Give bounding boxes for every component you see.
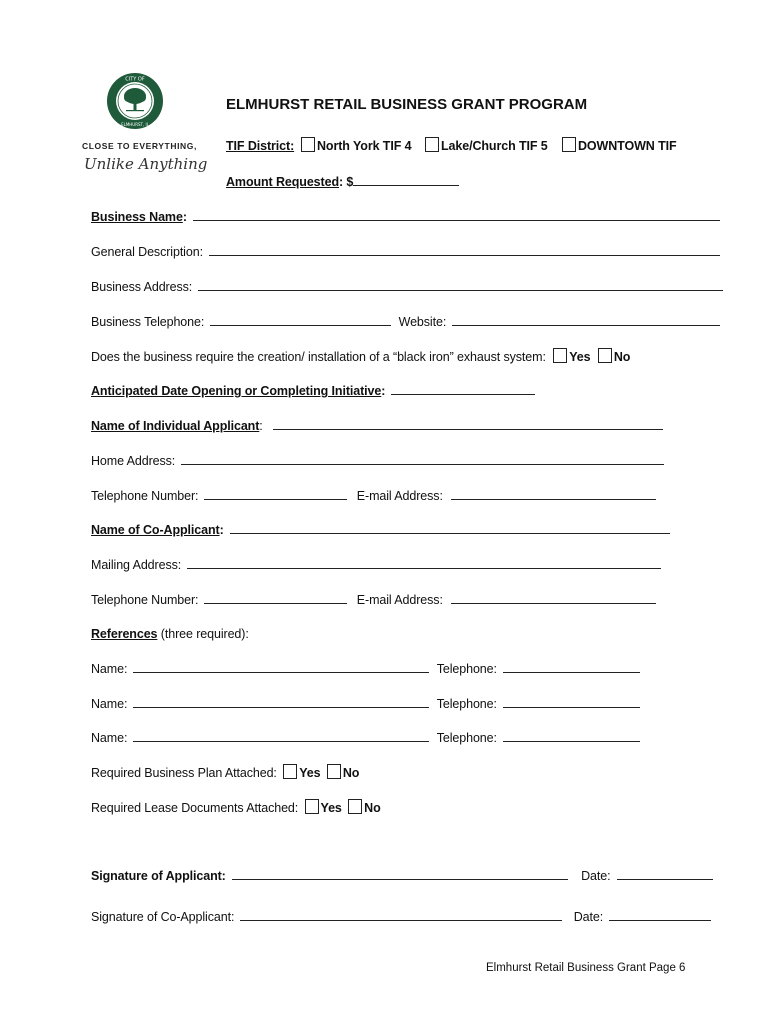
anticipated-date-row: Anticipated Date Opening or Completing Initiative:	[91, 383, 535, 398]
tif-district-label: TIF District:	[226, 139, 295, 153]
anticipated-date-field[interactable]	[391, 383, 535, 395]
applicant-telephone-field[interactable]	[204, 488, 347, 500]
signature-applicant-field[interactable]	[232, 868, 568, 880]
exhaust-yes-label: Yes	[569, 350, 591, 364]
business-plan-no-label: No	[342, 766, 360, 780]
signature-applicant-row	[91, 868, 713, 883]
exhaust-no-checkbox[interactable]	[598, 348, 612, 363]
general-description-label: General Description:	[91, 245, 203, 259]
applicant-email-field[interactable]	[451, 488, 656, 500]
tif-option-downtown[interactable]	[562, 137, 677, 153]
reference-telephone-label: Telephone:	[436, 662, 497, 676]
telephone-number-label: Telephone Number:	[91, 593, 199, 607]
references-note: (three required):	[160, 627, 249, 641]
website-label: Website:	[398, 315, 447, 329]
tif-option-label: Lake/Church TIF 5	[441, 139, 548, 153]
amount-prefix: : $	[339, 175, 354, 189]
tif-option-lake-church[interactable]	[425, 137, 548, 153]
tagline-unlike-anything: Unlike Anything	[84, 155, 208, 173]
general-description-field[interactable]	[209, 244, 720, 256]
amount-requested-row	[226, 174, 459, 189]
seal-text-bottom: ELMHURST, IL	[121, 122, 149, 127]
exhaust-question-label: Does the business require the creation/ installation of a “black iron” exhaust system:	[91, 350, 546, 364]
exhaust-no-label: No	[613, 350, 631, 364]
co-applicant-telephone-field[interactable]	[204, 592, 347, 604]
lease-documents-yes-checkbox[interactable]	[305, 799, 319, 814]
exhaust-question-row	[91, 348, 630, 364]
business-telephone-row	[91, 314, 720, 329]
reference-telephone-label: Telephone:	[436, 697, 497, 711]
checkbox-icon[interactable]	[562, 137, 576, 152]
anticipated-date-label: Anticipated Date Opening or Completing Initiative	[91, 384, 382, 398]
telephone-number-label: Telephone Number:	[91, 489, 199, 503]
home-address-field[interactable]	[181, 453, 664, 465]
email-address-label: E-mail Address:	[356, 593, 443, 607]
home-address-row	[91, 453, 664, 468]
business-telephone-field[interactable]	[210, 314, 391, 326]
website-field[interactable]	[452, 314, 720, 326]
tif-option-label: North York TIF 4	[317, 139, 412, 153]
lease-documents-yes-label: Yes	[320, 801, 342, 815]
reference-row	[91, 661, 640, 676]
business-address-label: Business Address:	[91, 280, 193, 294]
business-plan-yes-checkbox[interactable]	[283, 764, 297, 779]
co-applicant-row: Name of Co-Applicant:	[91, 522, 670, 537]
signature-co-applicant-row	[91, 909, 711, 924]
reference-row	[91, 696, 640, 711]
general-description-row	[91, 244, 720, 259]
reference-2-name-field[interactable]	[133, 696, 429, 708]
business-name-field[interactable]	[193, 209, 720, 221]
signature-applicant-date-label: Date:	[581, 869, 611, 883]
business-name-label: Business Name	[91, 210, 183, 224]
city-seal	[106, 72, 164, 130]
reference-3-telephone-field[interactable]	[503, 730, 640, 742]
business-plan-label: Required Business Plan Attached:	[91, 766, 277, 780]
references-label: References	[91, 627, 158, 641]
page-footer: Elmhurst Retail Business Grant Page 6	[486, 962, 686, 974]
individual-applicant-label: Name of Individual Applicant	[91, 419, 260, 433]
business-telephone-label: Business Telephone:	[91, 315, 205, 329]
tif-option-north-york[interactable]	[301, 137, 411, 153]
signature-applicant-date-field[interactable]	[617, 868, 713, 880]
email-address-label: E-mail Address:	[356, 489, 443, 503]
signature-applicant-label: Signature of Applicant:	[91, 869, 226, 883]
tif-district-row	[226, 139, 294, 153]
reference-telephone-label: Telephone:	[436, 731, 497, 745]
reference-1-name-field[interactable]	[133, 661, 429, 673]
lease-documents-no-checkbox[interactable]	[348, 799, 362, 814]
reference-name-label: Name:	[91, 731, 128, 745]
references-row	[91, 627, 249, 641]
lease-documents-label: Required Lease Documents Attached:	[91, 801, 299, 815]
signature-co-applicant-date-label: Date:	[573, 910, 604, 924]
reference-name-label: Name:	[91, 697, 128, 711]
co-applicant-label: Name of Co-Applicant	[91, 523, 220, 537]
amount-requested-field[interactable]	[353, 174, 459, 186]
business-name-row: Business Name:	[91, 209, 720, 224]
co-applicant-email-field[interactable]	[451, 592, 656, 604]
tree-seal-icon	[106, 72, 164, 130]
mailing-address-label: Mailing Address:	[91, 558, 182, 572]
reference-name-label: Name:	[91, 662, 128, 676]
reference-2-telephone-field[interactable]	[503, 696, 640, 708]
tif-option-label: DOWNTOWN TIF	[578, 139, 677, 153]
lease-documents-row	[91, 799, 381, 815]
reference-1-telephone-field[interactable]	[503, 661, 640, 673]
co-applicant-field[interactable]	[230, 522, 670, 534]
exhaust-yes-checkbox[interactable]	[553, 348, 567, 363]
business-address-field[interactable]	[198, 279, 723, 291]
reference-row	[91, 730, 640, 745]
page-title: ELMHURST RETAIL BUSINESS GRANT PROGRAM	[226, 96, 588, 113]
individual-applicant-field[interactable]	[273, 418, 663, 430]
lease-documents-no-label: No	[364, 801, 381, 815]
mailing-address-row	[91, 557, 661, 572]
business-plan-no-checkbox[interactable]	[327, 764, 341, 779]
signature-co-applicant-field[interactable]	[240, 909, 562, 921]
signature-co-applicant-label: Signature of Co-Applicant:	[91, 910, 235, 924]
checkbox-icon[interactable]	[301, 137, 315, 152]
signature-co-applicant-date-field[interactable]	[609, 909, 711, 921]
business-plan-yes-label: Yes	[299, 766, 321, 780]
business-plan-row	[91, 764, 359, 780]
business-address-row	[91, 279, 723, 294]
checkbox-icon[interactable]	[425, 137, 439, 152]
co-applicant-telephone-row	[91, 592, 656, 607]
tagline-close-to-everything: CLOSE TO EVERYTHING,	[82, 141, 197, 151]
reference-3-name-field[interactable]	[133, 730, 429, 742]
mailing-address-field[interactable]	[187, 557, 661, 569]
individual-applicant-row: Name of Individual Applicant:	[91, 418, 663, 433]
home-address-label: Home Address:	[91, 454, 176, 468]
amount-requested-label: Amount Requested	[226, 175, 339, 189]
seal-text-top: CITY OF	[125, 76, 145, 83]
applicant-telephone-row	[91, 488, 656, 503]
